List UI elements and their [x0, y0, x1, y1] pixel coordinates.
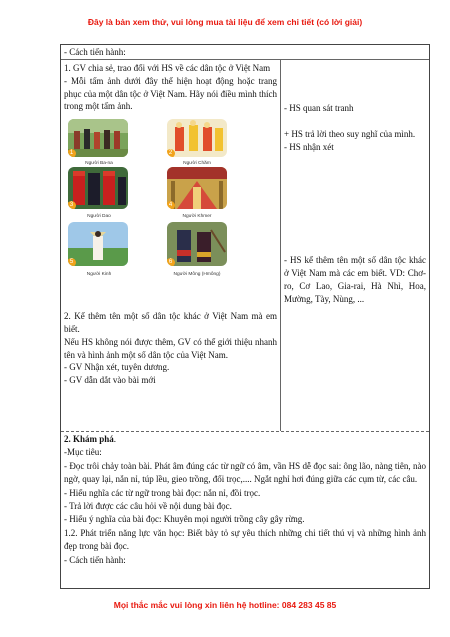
photo-ba-na — [68, 119, 128, 157]
explore-section — [61, 432, 429, 568]
photo-khmer — [167, 167, 227, 209]
student-list-ethnic: - HS kể thêm tên một số dân tộc khác ở Việt Nam mà các em biết. VD: Chơ-ro, Cơ Lao, Gia-rai, Hà Nhì, Hoa, Mường, Tày, Nùng, ... — [284, 255, 426, 304]
teacher-step-1: 1. GV chia sẻ, trao đổi với HS về các dân tộc ở Việt Nam — [64, 63, 271, 73]
section-heading: - Cách tiến hành: — [61, 45, 429, 60]
photo-mong — [167, 222, 227, 266]
caption-ba-na: Người Ba-na — [85, 161, 113, 167]
explore-title-suffix: . — [113, 434, 117, 444]
footer-banner: Mọi thắc mắc vui lòng xin liên hệ hotline: 084 283 45 85 — [113, 600, 337, 610]
objective-literary: 1.2. Phát triển năng lực văn học: Biết bày tỏ sự yêu thích những chi tiết thú vị và những hình ảnh đẹp trong bài đọc. — [64, 527, 426, 552]
cham-image — [167, 119, 227, 157]
photo-number: 6 — [167, 258, 175, 266]
explore-title: 2. Khám phá — [64, 434, 114, 444]
objective-questions: - Trả lời được các câu hỏi về nội dung bài đọc. — [64, 501, 232, 512]
caption-mong: Người Mông (Hmông) — [173, 272, 221, 278]
photo-number: 2 — [167, 149, 175, 157]
teacher-note: Nếu HS không nói được thêm, GV có thể giới thiệu nhanh tên và hình ảnh một số dân tộc của Việt Nam. — [64, 336, 277, 360]
student-comment: - HS nhận xét — [284, 142, 334, 152]
header-banner: Đây là bản xem thử, vui lòng mua tài liệu để xem chi tiết (có lời giải) — [87, 17, 363, 27]
caption-cham: Người Chăm — [183, 161, 211, 167]
photo-number: 3 — [68, 201, 76, 209]
dao-image — [68, 167, 128, 209]
objective-meaning: - Hiểu ý nghĩa của bài đọc: Khuyên mọi người trồng cây gây rừng. — [64, 514, 305, 525]
caption-kinh: Người Kinh — [86, 272, 112, 278]
teacher-instruction: - Mỗi tấm ảnh dưới đây thể hiện hoạt động hoặc trang phục của một dân tộc ở Việt Nam. Hãy nói điều mình thích trong một tấm ảnh. — [64, 75, 277, 112]
teacher-step-2: 2. Kể thêm tên một số dân tộc khác ở Việt Nam mà em biết. — [64, 311, 277, 334]
photo-number: 5 — [68, 258, 76, 266]
photo-cham — [167, 119, 227, 157]
objective-vocabulary: - Hiểu nghĩa các từ ngữ trong bài đọc: nắn nỉ, đồi trọc. — [64, 487, 261, 498]
khmer-image — [167, 167, 227, 209]
student-answer: + HS trả lời theo suy nghĩ của mình. — [284, 129, 416, 139]
photo-number: 1 — [68, 149, 76, 157]
mong-image — [167, 222, 227, 266]
caption-khmer: Người Khmer — [182, 214, 212, 220]
student-observe: - HS quan sát tranh — [284, 103, 354, 113]
student-column — [281, 60, 429, 431]
photo-dao — [68, 167, 128, 209]
lesson-table — [60, 44, 430, 589]
photo-number: 4 — [167, 201, 175, 209]
teacher-praise: - GV Nhận xét, tuyên dương. — [64, 362, 170, 373]
objective-label: -Mục tiêu: — [64, 447, 102, 458]
procedure-label: - Cách tiến hành: — [64, 554, 126, 565]
teacher-transition: - GV dẫn dắt vào bài mới — [64, 375, 156, 386]
ba-na-image — [68, 119, 128, 157]
photo-kinh — [68, 222, 128, 266]
caption-dao: Người Dao — [87, 214, 111, 220]
objective-reading: - Đọc trôi chảy toàn bài. Phát âm đúng các từ ngữ có âm, vần HS dễ đọc sai: ông lão, nàng tiên, nào ngờ, quay lại, nắn nỉ, túp lều, gieo trồng, đổi trọc,.... Ngắt nghỉ hơi đúng giữa các cụm từ, các câu. — [64, 460, 426, 485]
kinh-image — [68, 222, 128, 266]
ethnic-photo-gallery — [64, 117, 277, 307]
activity-row — [61, 60, 429, 432]
teacher-column — [61, 60, 281, 431]
